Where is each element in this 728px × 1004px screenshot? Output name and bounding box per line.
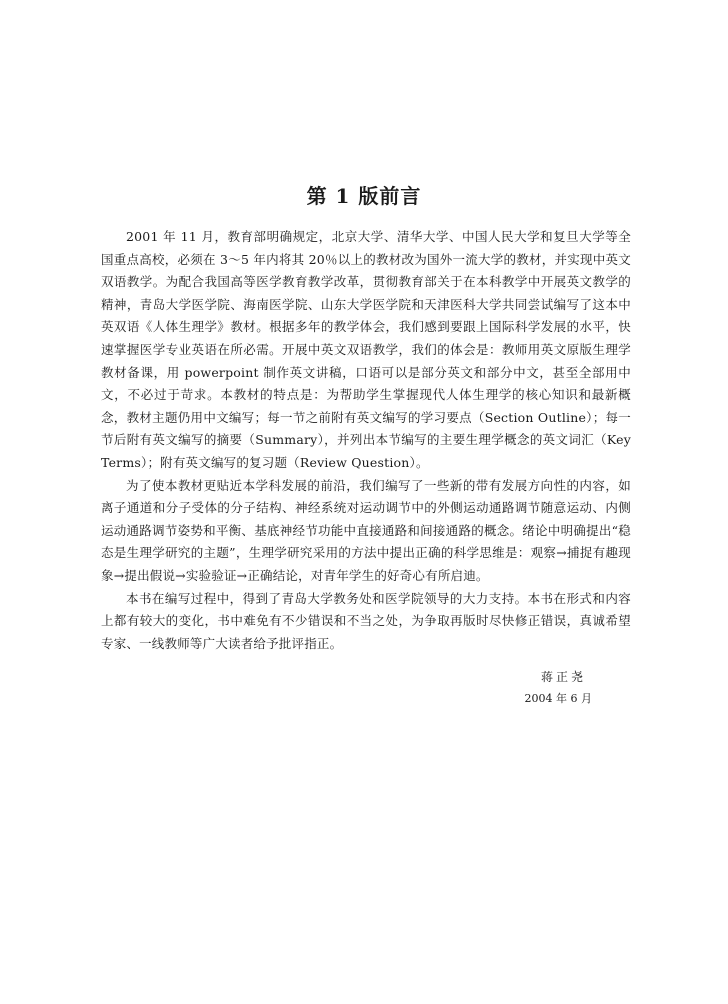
page-title: 第 1 版前言 (306, 184, 422, 208)
paragraph-3: 本书在编写过程中，得到了青岛大学教务处和医学院领导的大力支持。本书在形式和内容上都有较大的变化，书中难免有不少错误和不当之处，为争取再版时尽快修正错误，真诚希望专家、一线教师等广大读者给予批评指正。 (101, 590, 631, 651)
author-name: 蒋正尧 (540, 670, 586, 684)
signature-date: 2004 年 6 月 (524, 692, 592, 705)
paragraph-2: 为了使本教材更贴近本学科发展的前沿，我们编写了一些新的带有发展方向性的内容，如离子通道和分子受体的分子结构、神经系统对运动调节中的外侧运动通路调节随意运动、内侧运动通路调节姿势和平衡、基底神经节功能中直接通路和间接通路的概念。绪论中明确提出“稳态是生理学研究的主题”，生理学研究采用的方法中提出正确的科学思维是：观察→捕捉有趣现象→提出假说→实验验证→正确结论，对青年学生的好奇心有所启迪。 (101, 477, 631, 583)
paragraph-1: 2001 年 11 月，教育部明确规定，北京大学、清华大学、中国人民大学和复旦大学等全国重点高校，必须在 3～5 年内将其 20％以上的教材改为国外一流大学的教材，并实现中英文双语教学。为配合我国高等医学教育教学改革，贯彻教育部关于在本科教学中开展英文教学的精神，青岛大学医学院、海南医学院、山东大学医学院和天津医科大学共同尝试编写了这本中英双语《人体生理学》教材。根据多年的教学体会，我们感到要跟上国际科学发展的水平，快速掌握医学专业英语在所必需。开展中英文双语教学，我们的体会是：教师用英文原版生理学教材备课，用 powerpoint 制作英文讲稿，口语可以是部分英文和部分中文，甚至全部用中文，不必过于苛求。本教材的特点是：为帮助学生掌握现代人体生理学的核心知识和最新概念，教材主题仍用中文编写；每一节之前附有英文编写的学习要点（Section Outline）；每一节后附有英文编写的摘要（Summary），并列出本节编写的主要生理学概念的英文词汇（Key Terms）；附有英文编写的复习题（Review Question）。 (101, 229, 631, 470)
signature-block (525, 666, 592, 710)
preface-body (101, 226, 631, 655)
